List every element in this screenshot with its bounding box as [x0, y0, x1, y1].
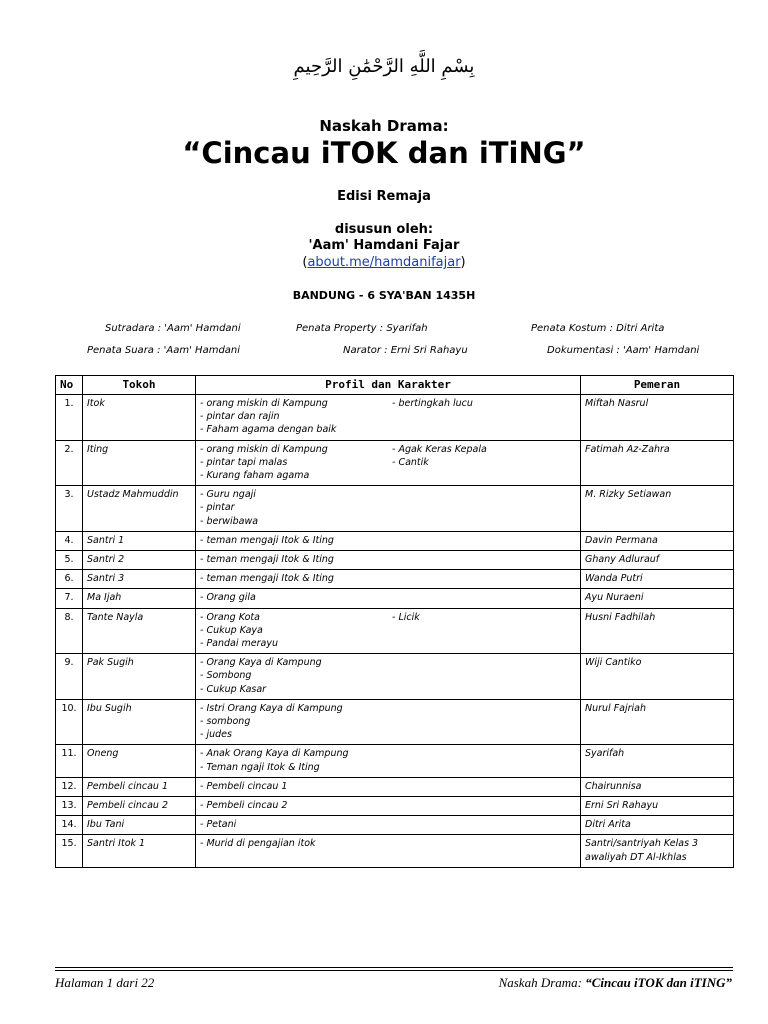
doc-label: Naskah Drama: — [319, 117, 449, 135]
trait-item: - teman mengaji Itok & Iting — [200, 554, 334, 566]
link-close: ) — [460, 255, 466, 270]
header-no: No — [56, 376, 83, 395]
crew-name: 'Aam' Hamdani — [163, 345, 241, 356]
cell-pemeran: Chairunnisa — [581, 777, 734, 796]
crew-sep: : — [606, 323, 617, 334]
table-row — [56, 486, 734, 532]
cast-table — [55, 375, 734, 868]
cell-profil — [196, 570, 581, 589]
cell-profil — [196, 551, 581, 570]
cell-pemeran: Ditri Arita — [581, 816, 734, 835]
profil-column-1 — [200, 780, 392, 793]
table-row — [56, 777, 734, 796]
crew-role: Penata Suara — [87, 345, 154, 356]
trait-item: - berwibawa — [200, 515, 259, 527]
cell-no: 11. — [56, 745, 83, 777]
table-row — [56, 440, 734, 486]
trait-item: - Faham agama dengan baik — [200, 424, 337, 436]
trait-item: - orang miskin di Kampung — [200, 443, 328, 455]
trait-item: - orang miskin di Kampung — [200, 398, 328, 409]
profil-column-1 — [200, 656, 392, 696]
table-row — [56, 745, 734, 777]
cell-profil — [196, 654, 581, 700]
cell-profil — [196, 835, 581, 867]
cell-pemeran: Ayu Nuraeni — [581, 589, 734, 608]
cell-profil — [196, 816, 581, 835]
cell-no: 1. — [56, 395, 83, 441]
cell-pemeran: Davin Permana — [581, 531, 734, 550]
cell-tokoh: Pak Sugih — [83, 654, 196, 700]
table-row — [56, 699, 734, 745]
trait-item: - Istri Orang Kaya di Kampung — [200, 702, 343, 714]
profil-column-1 — [200, 553, 392, 566]
profil-column-1 — [200, 747, 392, 773]
cell-profil — [196, 531, 581, 550]
cell-pemeran: Miftah Nasrul — [581, 395, 734, 441]
trait-item: - judes — [200, 729, 232, 741]
footer-doc-title — [499, 975, 732, 991]
crew-property — [296, 323, 428, 334]
cell-tokoh: Santri 3 — [83, 570, 196, 589]
place-date: BANDUNG - 6 SYA'BAN 1435H — [292, 289, 476, 302]
trait-item: - Orang Kota — [200, 611, 260, 623]
table-row — [56, 551, 734, 570]
cell-no: 4. — [56, 531, 83, 550]
header-tokoh: Tokoh — [83, 376, 196, 395]
basmala: بِسْمِ اللَّهِ الرَّحْمَٰنِ الرَّحِيمِ — [293, 56, 475, 77]
trait-item: - Guru ngaji — [200, 489, 256, 501]
cell-tokoh: Santri 1 — [83, 531, 196, 550]
crew-name: Syarifah — [386, 323, 428, 334]
table-row — [56, 816, 734, 835]
cell-tokoh: Ibu Tani — [83, 816, 196, 835]
profil-column-1 — [200, 572, 392, 585]
footer-rule — [55, 967, 733, 968]
page-number: Halaman 1 dari 22 — [55, 975, 155, 990]
cell-tokoh: Pembeli cincau 2 — [83, 797, 196, 816]
trait-item: - pintar dan rajin — [200, 411, 280, 423]
trait-item: - sombong — [200, 716, 251, 728]
table-row — [56, 654, 734, 700]
trait-item: - Pembeli cincau 2 — [200, 800, 288, 812]
crew-role: Sutradara — [105, 323, 155, 334]
cell-no: 15. — [56, 835, 83, 867]
crew-documentation — [547, 345, 699, 356]
crew-sep: : — [381, 345, 391, 356]
table-row — [56, 531, 734, 550]
cell-profil — [196, 395, 581, 441]
crew-role: Dokumentasi — [547, 345, 614, 356]
trait-item: - Pandai merayu — [200, 638, 278, 650]
profil-column-1 — [200, 837, 392, 850]
crew-name: Erni Sri Rahayu — [390, 345, 468, 356]
trait-item: - Cukup Kasar — [200, 683, 267, 695]
cell-no: 6. — [56, 570, 83, 589]
cell-profil — [196, 699, 581, 745]
crew-name: 'Aam' Hamdani — [622, 345, 700, 356]
cell-tokoh: Tante Nayla — [83, 608, 196, 654]
cell-pemeran: Fatimah Az-Zahra — [581, 440, 734, 486]
cell-tokoh: Oneng — [83, 745, 196, 777]
link-open: ( — [302, 255, 308, 270]
cell-tokoh: Santri Itok 1 — [83, 835, 196, 867]
cell-pemeran: Wanda Putri — [581, 570, 734, 589]
cell-tokoh: Iting — [83, 440, 196, 486]
cell-no: 13. — [56, 797, 83, 816]
crew-sep: : — [154, 323, 165, 334]
profil-column-2 — [392, 397, 473, 437]
crew-role: Narator — [343, 345, 381, 356]
cell-no: 10. — [56, 699, 83, 745]
profil-column-1 — [200, 611, 392, 651]
cell-profil — [196, 440, 581, 486]
cell-pemeran: Erni Sri Rahayu — [581, 797, 734, 816]
trait-item: - Teman ngaji Itok & Iting — [200, 761, 320, 773]
cell-profil — [196, 486, 581, 532]
table-row — [56, 395, 734, 441]
profil-column-1 — [200, 443, 392, 483]
crew-role: Penata Kostum — [531, 323, 607, 334]
trait-item: - pintar tapi malas — [200, 456, 288, 468]
trait-item: - Murid di pengajian itok — [200, 838, 316, 850]
table-body — [56, 395, 734, 868]
cell-no: 7. — [56, 589, 83, 608]
table-row — [56, 589, 734, 608]
trait-item: - bertingkah lucu — [392, 398, 473, 409]
profil-column-2 — [392, 611, 420, 651]
cell-tokoh: Itok — [83, 395, 196, 441]
cell-pemeran: Husni Fadhilah — [581, 608, 734, 654]
trait-item: - teman mengaji Itok & Iting — [200, 573, 334, 585]
author: 'Aam' Hamdani Fajar — [308, 238, 460, 253]
cell-no: 14. — [56, 816, 83, 835]
trait-item: - Petani — [200, 819, 237, 831]
cell-profil — [196, 797, 581, 816]
cell-profil — [196, 589, 581, 608]
cell-pemeran: Wiji Cantiko — [581, 654, 734, 700]
table-row — [56, 797, 734, 816]
edition: Edisi Remaja — [337, 189, 431, 204]
trait-item: - Pembeli cincau 1 — [200, 780, 288, 792]
trait-item: - Licik — [392, 611, 420, 623]
cell-tokoh: Ibu Sugih — [83, 699, 196, 745]
cell-tokoh: Pembeli cincau 1 — [83, 777, 196, 796]
profil-column-1 — [200, 488, 392, 528]
table-row — [56, 608, 734, 654]
crew-sep: : — [153, 345, 164, 356]
cell-tokoh: Ma Ijah — [83, 589, 196, 608]
cell-tokoh: Ustadz Mahmuddin — [83, 486, 196, 532]
header-pemeran: Pemeran — [581, 376, 734, 395]
cell-profil — [196, 608, 581, 654]
cell-profil — [196, 745, 581, 777]
cell-pemeran: Nurul Fajriah — [581, 699, 734, 745]
crew-director — [105, 323, 241, 334]
cell-pemeran: M. Rizky Setiawan — [581, 486, 734, 532]
profil-column-1 — [200, 818, 392, 831]
crew-name: 'Aam' Hamdani — [164, 323, 241, 334]
footer-title: “Cincau iTOK dan iTING” — [585, 975, 732, 990]
profil-column-1 — [200, 702, 392, 742]
cell-no: 8. — [56, 608, 83, 654]
cell-no: 9. — [56, 654, 83, 700]
profil-column-1 — [200, 397, 392, 437]
cell-no: 12. — [56, 777, 83, 796]
crew-role: Penata Property — [296, 323, 377, 334]
table-row — [56, 835, 734, 867]
crew-sep: : — [376, 323, 387, 334]
header-profil: Profil dan Karakter — [196, 376, 581, 395]
crew-sep: : — [613, 345, 623, 356]
profil-column-2 — [392, 443, 487, 483]
crew-costume — [531, 323, 664, 334]
profil-column-1 — [200, 799, 392, 812]
compiled-by: disusun oleh: — [334, 222, 434, 237]
trait-item: - Sombong — [200, 670, 252, 682]
footer-label: Naskah Drama: — [498, 975, 586, 990]
trait-item: - Orang gila — [200, 592, 256, 604]
trait-item: - teman mengaji Itok & Iting — [200, 534, 334, 546]
author-link[interactable]: about.me/hamdanifajar — [307, 255, 461, 270]
cell-pemeran: Santri/santriyah Kelas 3 awaliyah DT Al-Ikhlas — [581, 835, 734, 867]
cell-no: 2. — [56, 440, 83, 486]
trait-item: - Anak Orang Kaya di Kampung — [200, 748, 349, 760]
table-row — [56, 570, 734, 589]
crew-name: Ditri Arita — [616, 323, 665, 334]
profil-column-1 — [200, 534, 392, 547]
cell-pemeran: Ghany Adlurauf — [581, 551, 734, 570]
trait-item: - Cukup Kaya — [200, 624, 263, 636]
cell-tokoh: Santri 2 — [83, 551, 196, 570]
crew-sound — [87, 345, 240, 356]
author-link-line — [0, 255, 768, 270]
cell-no: 5. — [56, 551, 83, 570]
cell-profil — [196, 777, 581, 796]
trait-item: - Orang Kaya di Kampung — [200, 657, 322, 669]
doc-title: “Cincau iTOK dan iTiNG” — [182, 136, 586, 170]
trait-item: - Kurang faham agama — [200, 470, 310, 482]
trait-item: - pintar — [200, 502, 235, 514]
table-header-row — [56, 376, 734, 395]
profil-column-1 — [200, 591, 392, 604]
footer-rule — [55, 970, 733, 971]
trait-item: - Agak Keras Kepala — [392, 443, 487, 455]
cell-pemeran: Syarifah — [581, 745, 734, 777]
cell-no: 3. — [56, 486, 83, 532]
crew-narrator — [343, 345, 468, 356]
trait-item: - Cantik — [392, 456, 429, 468]
